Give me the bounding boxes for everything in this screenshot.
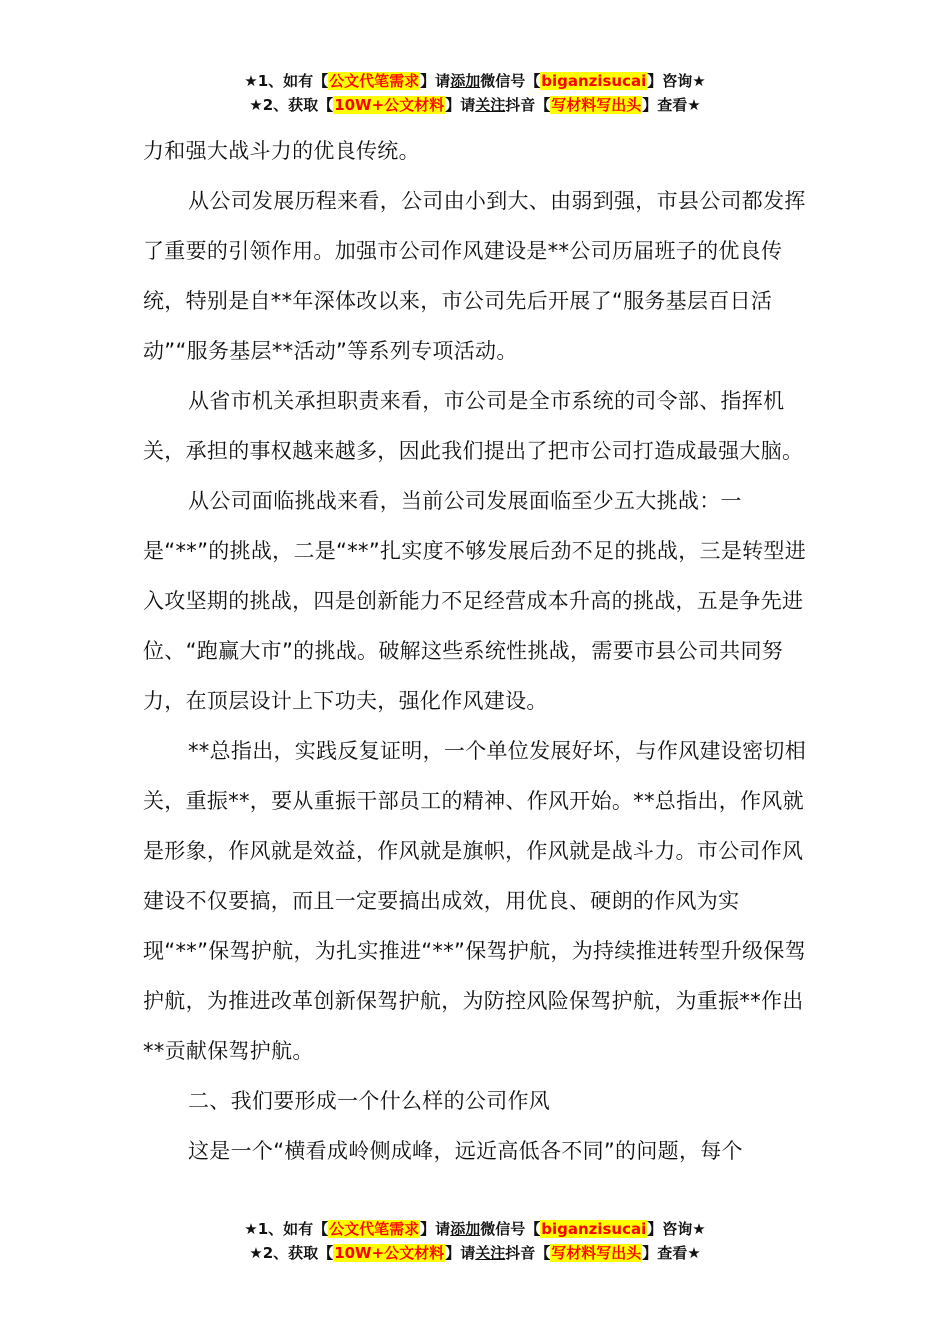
banner-text: 】咨询★	[647, 1220, 706, 1238]
banner-text: 】请	[445, 1244, 476, 1262]
banner-text: 微信号【	[480, 1220, 541, 1238]
wechat-id: biganzisucai	[541, 72, 647, 90]
banner-text: 抖音【	[505, 1244, 551, 1262]
section-heading: 二、我们要形成一个什么样的公司作风	[188, 1089, 551, 1113]
banner-text: 】请	[420, 72, 451, 90]
banner-text: 】请	[420, 1220, 451, 1238]
banner-line-2	[0, 1241, 950, 1265]
emphasis-text: 添加	[450, 72, 481, 90]
highlight-tag: 公文代笔需求	[329, 72, 420, 90]
document-body	[143, 126, 811, 1176]
banner-text: ★1、如有【	[244, 1220, 329, 1238]
banner-text: 抖音【	[505, 96, 551, 114]
highlight-tag: 10W+公文材料	[334, 96, 445, 114]
banner-line-2	[0, 93, 950, 117]
emphasis-text: 关注	[475, 1244, 506, 1262]
banner-text: ★2、获取【	[249, 1244, 334, 1262]
emphasis-text: 添加	[450, 1220, 481, 1238]
banner-text: 】咨询★	[647, 72, 706, 90]
header-banner	[0, 69, 950, 117]
banner-text: 】查看★	[642, 96, 701, 114]
banner-line-1	[0, 1217, 950, 1241]
douyin-id: 写材料写出头	[551, 96, 642, 114]
paragraph: 从公司面临挑战来看，当前公司发展面临至少五大挑战：一是“**”的挑战，二是“**”扎实度不够发展后劲不足的挑战，三是转型进入攻坚期的挑战，四是创新能力不足经营成本升高的挑战，五是争先进位、“跑赢大市”的挑战。破解这些系统性挑战，需要市县公司共同努力，在顶层设计上下功夫，强化作风建设。	[143, 489, 807, 713]
banner-text: 】查看★	[642, 1244, 701, 1262]
footer-banner	[0, 1217, 950, 1265]
paragraph: **总指出，实践反复证明，一个单位发展好坏，与作风建设密切相关，重振**，要从重振干部员工的精神、作风开始。**总指出，作风就是形象，作风就是效益，作风就是旗帜，作风就是战斗力。市公司作风建设不仅要搞，而且一定要搞出成效，用优良、硬朗的作风为实现“**”保驾护航，为扎实推进“**”保驾护航，为持续推进转型升级保驾护航，为推进改革创新保驾护航，为防控风险保驾护航，为重振**作出**贡献保驾护航。	[143, 739, 807, 1063]
paragraph: 从公司发展历程来看，公司由小到大、由弱到强，市县公司都发挥了重要的引领作用。加强市公司作风建设是**公司历届班子的优良传统，特别是自**年深体改以来，市公司先后开展了“服务基层百日活动”“服务基层**活动”等系列专项活动。	[143, 189, 806, 363]
banner-text: 微信号【	[480, 72, 541, 90]
paragraph: 从省市机关承担职责来看，市公司是全市系统的司令部、指挥机关，承担的事权越来越多，因此我们提出了把市公司打造成最强大脑。	[143, 389, 804, 463]
wechat-id: biganzisucai	[541, 1220, 647, 1238]
paragraph: 这是一个“横看成岭侧成峰，远近高低各不同”的问题，每个	[188, 1139, 743, 1163]
banner-text: 】请	[445, 96, 476, 114]
highlight-tag: 公文代笔需求	[329, 1220, 420, 1238]
banner-text: ★2、获取【	[249, 96, 334, 114]
douyin-id: 写材料写出头	[551, 1244, 642, 1262]
emphasis-text: 关注	[475, 96, 506, 114]
highlight-tag: 10W+公文材料	[334, 1244, 445, 1262]
banner-line-1	[0, 69, 950, 93]
paragraph: 力和强大战斗力的优良传统。	[143, 139, 420, 163]
banner-text: ★1、如有【	[244, 72, 329, 90]
